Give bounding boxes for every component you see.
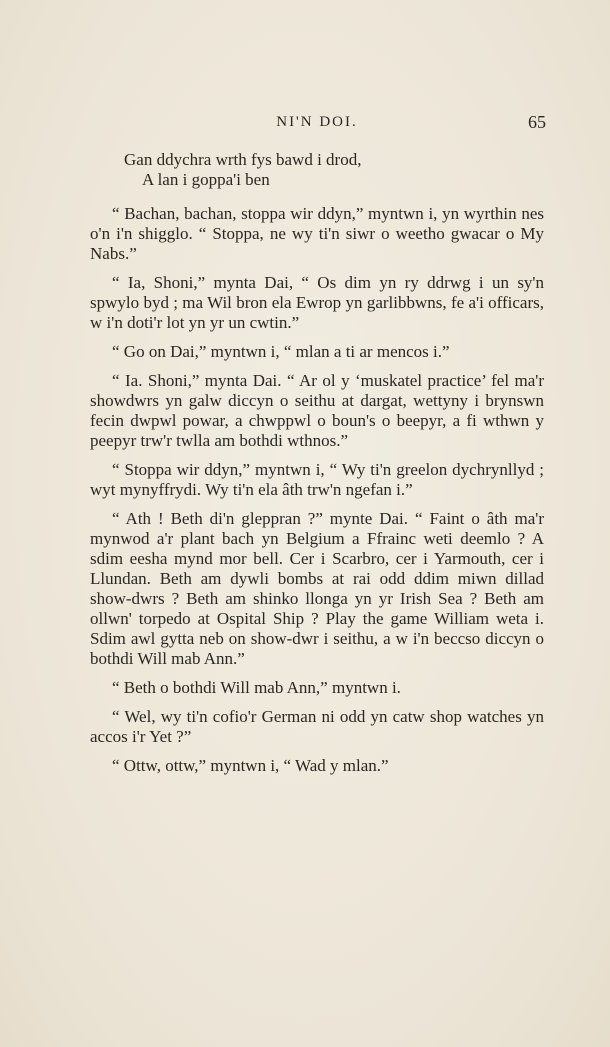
paragraph: “ Bachan, bachan, stoppa wir ddyn,” myntwn i, yn wyrthin nes o'n i'n shigglo. “ Stoppa, ne wy ti'n siwr o weetho gwacar o My Nabs.” [90, 204, 544, 263]
paragraph: “ Go on Dai,” myntwn i, “ mlan a ti ar mencos i.” [112, 342, 450, 361]
paragraph: “ Stoppa wir ddyn,” myntwn i, “ Wy ti'n greelon dychrynllyd ; wyt mynyffrydi. Wy ti'n ela âth trw'n ngefan i.” [90, 460, 544, 499]
verse-line: A lan i goppa'i ben [142, 170, 270, 189]
paragraph: “ Ia. Shoni,” mynta Dai. “ Ar ol y ‘muskatel practice’ fel ma'r showdwrs yn galw diccyn o seithu at dargat, wettyny i brynswn fecin dwpwl powar, a chwppwl o boun's o beepyr, a fi wthwn y peepyr trw'r twlla am bothdi wthnos.” [90, 371, 544, 450]
running-head [88, 112, 546, 136]
paragraph: “ Wel, wy ti'n cofio'r German ni odd yn catw shop watches yn accos i'r Yet ?” [90, 707, 544, 746]
page-number: 65 [528, 112, 546, 132]
verse-line: Gan ddychra wrth fys bawd i drod, [124, 150, 362, 169]
running-title: NI'N DOI. [276, 114, 358, 130]
paragraph: “ Ia, Shoni,” mynta Dai, “ Os dim yn ry ddrwg i un sy'n spwylo byd ; ma Wil bron ela Ewrop yn garlibbwns, fe a'i officars, w i'n doti'r lot yn yr un cwtin.” [90, 273, 544, 332]
paragraph: “ Ath ! Beth di'n gleppran ?” mynte Dai. “ Faint o âth ma'r mynwod a'r plant bach yn Belgium a Ffrainc weti deemlo ? A sdim eesha mynd mor bell. Cer i Scarbro, cer i Yarmouth, cer i Llundan. Beth am dywli bombs at rai odd ddim miwn dillad show-dwrs ? Beth am shinko llonga yn yr Irish Sea ? Beth am ollwn' torpedo at Ospital Ship ? Play the game William weta i. Sdim awl gytta neb on show-dwr i seithu, a w i'n beccso diccyn o bothdi Will mab Ann.” [90, 509, 544, 668]
paragraph: “ Beth o bothdi Will mab Ann,” myntwn i. [112, 678, 401, 697]
paragraph: “ Ottw, ottw,” myntwn i, “ Wad y mlan.” [112, 756, 389, 775]
page-text [90, 150, 544, 785]
verse-block [90, 150, 544, 190]
